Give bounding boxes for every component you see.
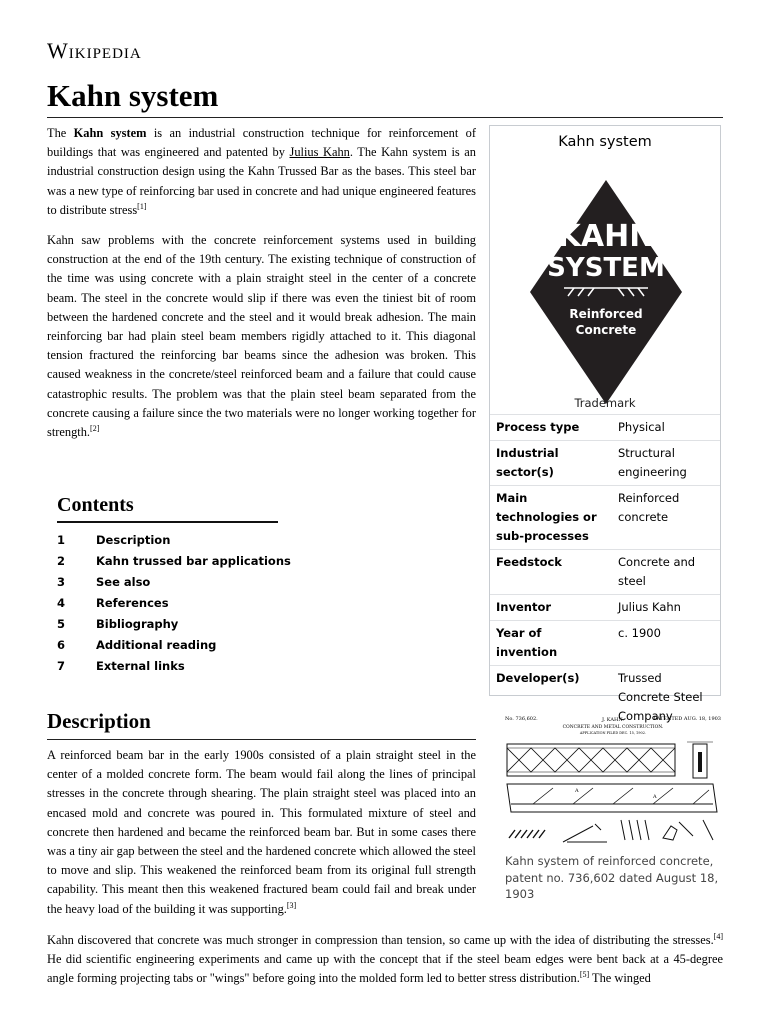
toc-item-label[interactable]: Description <box>96 533 171 547</box>
svg-text:A: A <box>653 794 657 800</box>
contents-heading: Contents <box>57 494 278 523</box>
svg-text:J. KAHN.: J. KAHN. <box>602 717 624 723</box>
infobox-row-value: Trussed Concrete Steel Company <box>612 666 720 730</box>
description-paragraph-2: Kahn discovered that concrete was much stronger in compression than tension, so came up with the idea of distributing the stresses.[4] He did scientific engineering experiments and came up with the concept that if the steel beam edges were bent back at a 45-degree angle forming projecting tabs or "wings" before going into the molded form led to better stress distribution.[5] The winged <box>47 931 723 986</box>
toc-item[interactable] <box>57 617 317 638</box>
toc-item-label[interactable]: Kahn trussed bar applications <box>96 554 291 568</box>
contents-list <box>57 533 317 680</box>
infobox-row-key: Inventor <box>490 595 612 621</box>
infobox-row-key: Developer(s) <box>490 666 612 730</box>
reference-3[interactable]: [3] <box>286 900 297 910</box>
infobox-row-value: Julius Kahn <box>612 595 720 621</box>
wikipedia-wordmark[interactable]: Wikipedia <box>47 38 142 63</box>
svg-text:A: A <box>575 788 579 794</box>
toc-item-label[interactable]: Additional reading <box>96 638 217 652</box>
patent-drawing <box>503 712 723 852</box>
infobox-caption: Trademark <box>574 396 636 410</box>
infobox-row-value: Structural engineering <box>612 441 720 486</box>
svg-text:KAHN: KAHN <box>557 219 655 254</box>
reference-5[interactable]: [5] <box>579 970 590 980</box>
title-divider <box>47 117 723 118</box>
infobox-row-key: Feedstock <box>490 550 612 595</box>
infobox-row-value: Physical <box>612 415 720 441</box>
intro-paragraph-2: Kahn saw problems with the concrete reinforcement systems used in building construction at the end of the 19th century. The existing technique of construction of the time was using concrete with a plain straight steel in the center of a concrete beam. The steel in the concrete would slip if there was even the tiniest bit of room between the hardened concrete and the steel and it would break adhesion. The main reinforcing bar had plain steel beam members rigidly attached to it. This diagonal tension fractured the reinforcing bar beams since the adhesion was broken. This caused weakness in the concrete/steel reinforced beam and a failure that could cause catastrophic results. The problem was that the plain steel beam separated from the concrete causing a failure since the two materials were no longer working together for strength.[2] <box>47 233 476 440</box>
description-divider <box>47 739 476 740</box>
toc-item[interactable] <box>57 533 317 554</box>
intro-paragraph-1: The Kahn system is an industrial construction technique for reinforcement of buildings that was engineered and patented by Julius Kahn. The Kahn system is an industrial construction design using the Kahn Trussed Bar as the bases. This steel bar was a new type of reinforcing bar used in concrete and had unique engineered features to distribute stress[1] <box>47 126 477 217</box>
svg-text:CONCRETE AND METAL CONSTRUCTIO: CONCRETE AND METAL CONSTRUCTION. <box>562 725 664 730</box>
julius-kahn-link[interactable]: Julius Kahn <box>289 145 350 160</box>
infobox-title: Kahn system <box>558 134 652 150</box>
svg-text:No. 736,602.: No. 736,602. <box>505 716 538 722</box>
infobox-row <box>490 550 720 595</box>
infobox-row-key: Main technologies or sub-processes <box>490 486 612 550</box>
reference-4[interactable]: [4] <box>713 931 723 941</box>
patent-figure-caption: Kahn system of reinforced concrete, patent no. 736,602 dated August 18, 1903 <box>505 854 719 901</box>
toc-item-label[interactable]: Bibliography <box>96 617 179 631</box>
kahn-system-trademark-logo <box>528 178 684 406</box>
reference-2[interactable]: [2] <box>90 423 100 433</box>
infobox-row <box>490 441 720 486</box>
toc-item-number: 6 <box>57 638 66 652</box>
toc-item[interactable] <box>57 659 317 680</box>
toc-item-number: 2 <box>57 554 66 568</box>
toc-item-label[interactable]: References <box>96 596 169 610</box>
page-title: Kahn system <box>47 78 219 113</box>
infobox-row <box>490 486 720 550</box>
svg-text:APPLICATION FILED DEC. 15, 190: APPLICATION FILED DEC. 15, 1902. <box>579 731 647 735</box>
toc-item-number: 3 <box>57 575 66 589</box>
infobox-row-value: c. 1900 <box>612 621 720 666</box>
toc-item-number: 5 <box>57 617 66 631</box>
toc-item-number: 4 <box>57 596 66 610</box>
infobox-row-key: Industrial sector(s) <box>490 441 612 486</box>
toc-item[interactable] <box>57 554 317 575</box>
infobox-row-key: Process type <box>490 415 612 441</box>
infobox-row <box>490 595 720 621</box>
svg-text:PATENTED AUG. 18, 1903: PATENTED AUG. 18, 1903 <box>653 716 721 722</box>
table-of-contents <box>57 494 291 680</box>
description-heading: Description <box>47 709 151 733</box>
infobox-row-key: Year of invention <box>490 621 612 666</box>
reference-1[interactable]: [1] <box>137 201 147 211</box>
infobox-row <box>490 415 720 441</box>
toc-item-number: 1 <box>57 533 66 547</box>
toc-item[interactable] <box>57 638 317 659</box>
svg-text:Reinforced: Reinforced <box>569 307 643 321</box>
svg-text:Concrete: Concrete <box>575 323 637 337</box>
infobox-row <box>490 621 720 666</box>
toc-item-number: 7 <box>57 659 66 673</box>
toc-item-label[interactable]: External links <box>96 659 185 673</box>
infobox-row-value: Reinforced concrete <box>612 486 720 550</box>
svg-text:SYSTEM: SYSTEM <box>547 253 665 283</box>
toc-item[interactable] <box>57 575 317 596</box>
infobox-row-value: Concrete and steel <box>612 550 720 595</box>
toc-item-label[interactable]: See also <box>96 575 151 589</box>
infobox-table <box>490 414 720 729</box>
description-paragraph-1: A reinforced beam bar in the early 1900s consisted of a plain straight steel in the center of a molded concrete form. The beam would fail along the lines of principal stresses in the concrete through shearing. The plain straight steel was placed into an encased mold and concrete was poured in. This formulated mixture of steel and concrete then hardened and became the reinforced beam bar. But in some cases there was a tiny air gap between the steel and the hardened concrete which allowed the steel to move and slip. This weakened the reinforced beam from its original full strength capability. This meant then this weakened fractured beam could fail and break under the heavy load of the building it was supporting.[3] <box>47 748 476 916</box>
toc-item[interactable] <box>57 596 317 617</box>
